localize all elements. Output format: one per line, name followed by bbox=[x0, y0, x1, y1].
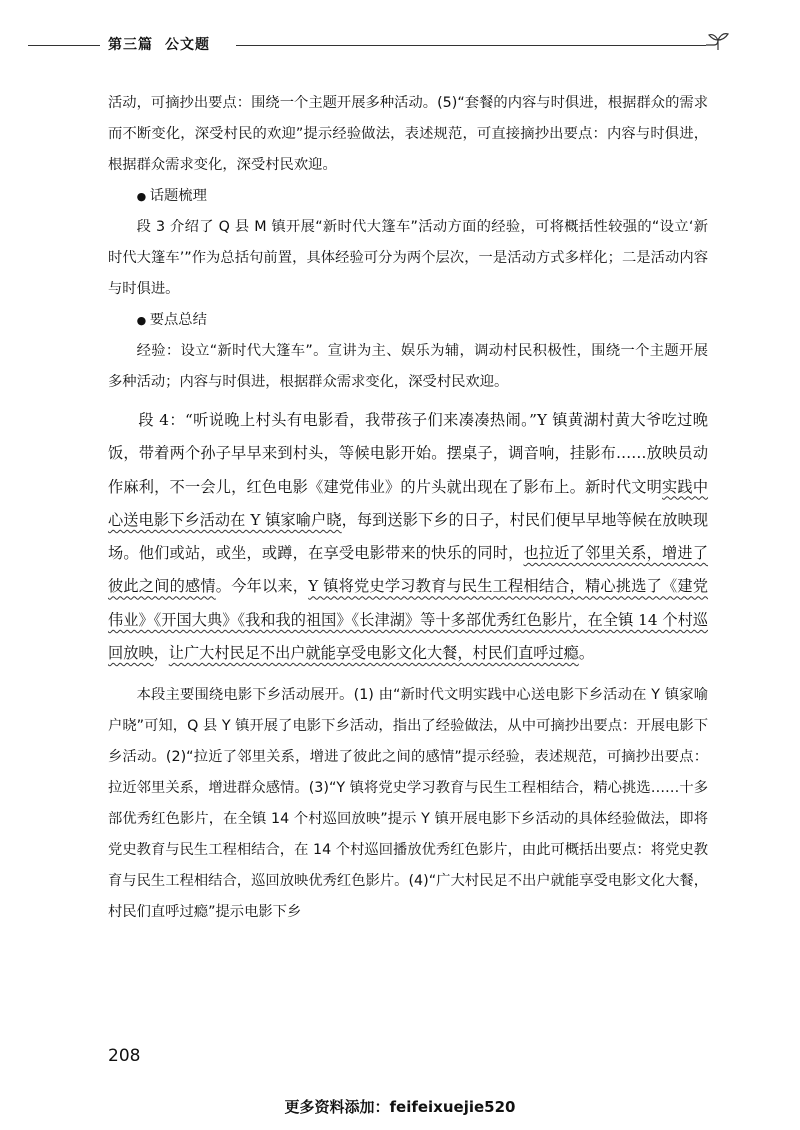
passage-lead: 段 4：“听说晚上村头有电影看，我带孩子们来凑凑热闹。”Y 镇黄湖村黄大爷吃过晚饭，带着两个孙子早早来到村头，等候电影开始。摆桌子，调音响，挂影布……放映员动作麻利，不一会儿，红色电影《建党伟业》的片头就出现在了影布上。新时代文明 bbox=[108, 411, 708, 496]
quoted-passage bbox=[108, 404, 708, 670]
summary-text: 经验：设立“新时代大篷车”。宣讲为主、娱乐为辅，调动村民积极性，围绕一个主题开展多种活动；内容与时俱进，根据群众需求变化，深受村民欢迎。 bbox=[108, 343, 708, 390]
header-right-rule bbox=[236, 45, 706, 46]
topic-heading-label: 话题梳理 bbox=[149, 188, 207, 204]
topic-text: 段 3 介绍了 Q 县 M 镇开展“新时代大篷车”活动方面的经验，可将概括性较强的“设立‘新时代大篷车’”作为总括句前置，具体经验可分为两个层次，一是活动方式多样化；二是活动内容与时俱进。 bbox=[108, 219, 708, 297]
main-content bbox=[108, 88, 708, 928]
analysis-section bbox=[108, 680, 708, 928]
header-left-rule bbox=[28, 45, 100, 46]
header-title bbox=[108, 34, 222, 54]
topic-heading bbox=[108, 181, 708, 212]
passage-paragraph bbox=[108, 404, 708, 670]
sprout-icon bbox=[704, 30, 732, 58]
page-number: 208 bbox=[108, 1046, 141, 1066]
underlined-phrase-3: Y 镇将党史学习教育与民生工程相结合，精心挑选了《建党伟业》《开国大典》《我和我的祖国》《长津湖》等十多部优秀红色影片，在全镇 14 个村巡回放映 bbox=[108, 577, 709, 663]
passage-end: 。 bbox=[578, 644, 594, 663]
passage-mid-3: ， bbox=[153, 644, 169, 663]
underlined-phrase-4: 让广大村民足不出户就能享受电影文化大餐，村民们直呼过瘾 bbox=[168, 644, 579, 663]
intro-paragraph: 活动，可摘抄出要点：围绕一个主题开展多种活动。(5)“套餐的内容与时俱进，根据群众的需求而不断变化，深受村民的欢迎”提示经验做法，表述规范，可直接摘抄出要点：内容与时俱进，根据群众需求变化，深受村民欢迎。 bbox=[108, 95, 708, 173]
underlined-phrase-1: 实践中心送电影下乡活动在 Y 镇家喻户晓 bbox=[108, 477, 709, 529]
footer-note: 更多资料添加：feifeixuejie520 bbox=[284, 1098, 516, 1116]
summary-heading-label: 要点总结 bbox=[149, 312, 207, 328]
summary-heading bbox=[108, 305, 708, 336]
chapter-title: 公文题 bbox=[165, 37, 210, 53]
underlined-phrase-2: 也拉近了邻里关系，增进了彼此之间的感情 bbox=[108, 544, 709, 596]
passage-mid-2: 。今年以来， bbox=[215, 577, 309, 596]
section-label: 第三篇 bbox=[108, 37, 153, 53]
page-header bbox=[28, 30, 772, 60]
analysis-paragraph: 本段主要围绕电影下乡活动展开。(1) 由“新时代文明实践中心送电影下乡活动在 Y 镇家喻户晓”可知，Q 县 Y 镇开展了电影下乡活动，指出了经验做法，从中可摘抄出要点：开展电影下乡活动。(2)“拉近了邻里关系，增进了彼此之间的感情”提示经验，表述规范，可摘抄出要点：拉近邻里关系，增进群众感情。(3)“Y 镇将党史学习教育与民生工程相结合，精心挑选……十多部优秀红色影片，在全镇 14 个村巡回放映”提示 Y 镇开展电影下乡活动的具体经验做法，即将党史教育与民生工程相结合，在 14 个村巡回播放优秀红色影片，由此可概括出要点：将党史教育与民生工程相结合，巡回放映优秀红色影片。(4)“广大村民足不出户就能享受电影文化大餐，村民们直呼过瘾”提示电影下乡 bbox=[108, 687, 708, 921]
passage-mid-1: ，每到送影下乡的日子，村民们便早早地等候在放映现场。他们或站，或坐，或蹲，在享受电影带来的快乐的同时， bbox=[108, 510, 709, 563]
